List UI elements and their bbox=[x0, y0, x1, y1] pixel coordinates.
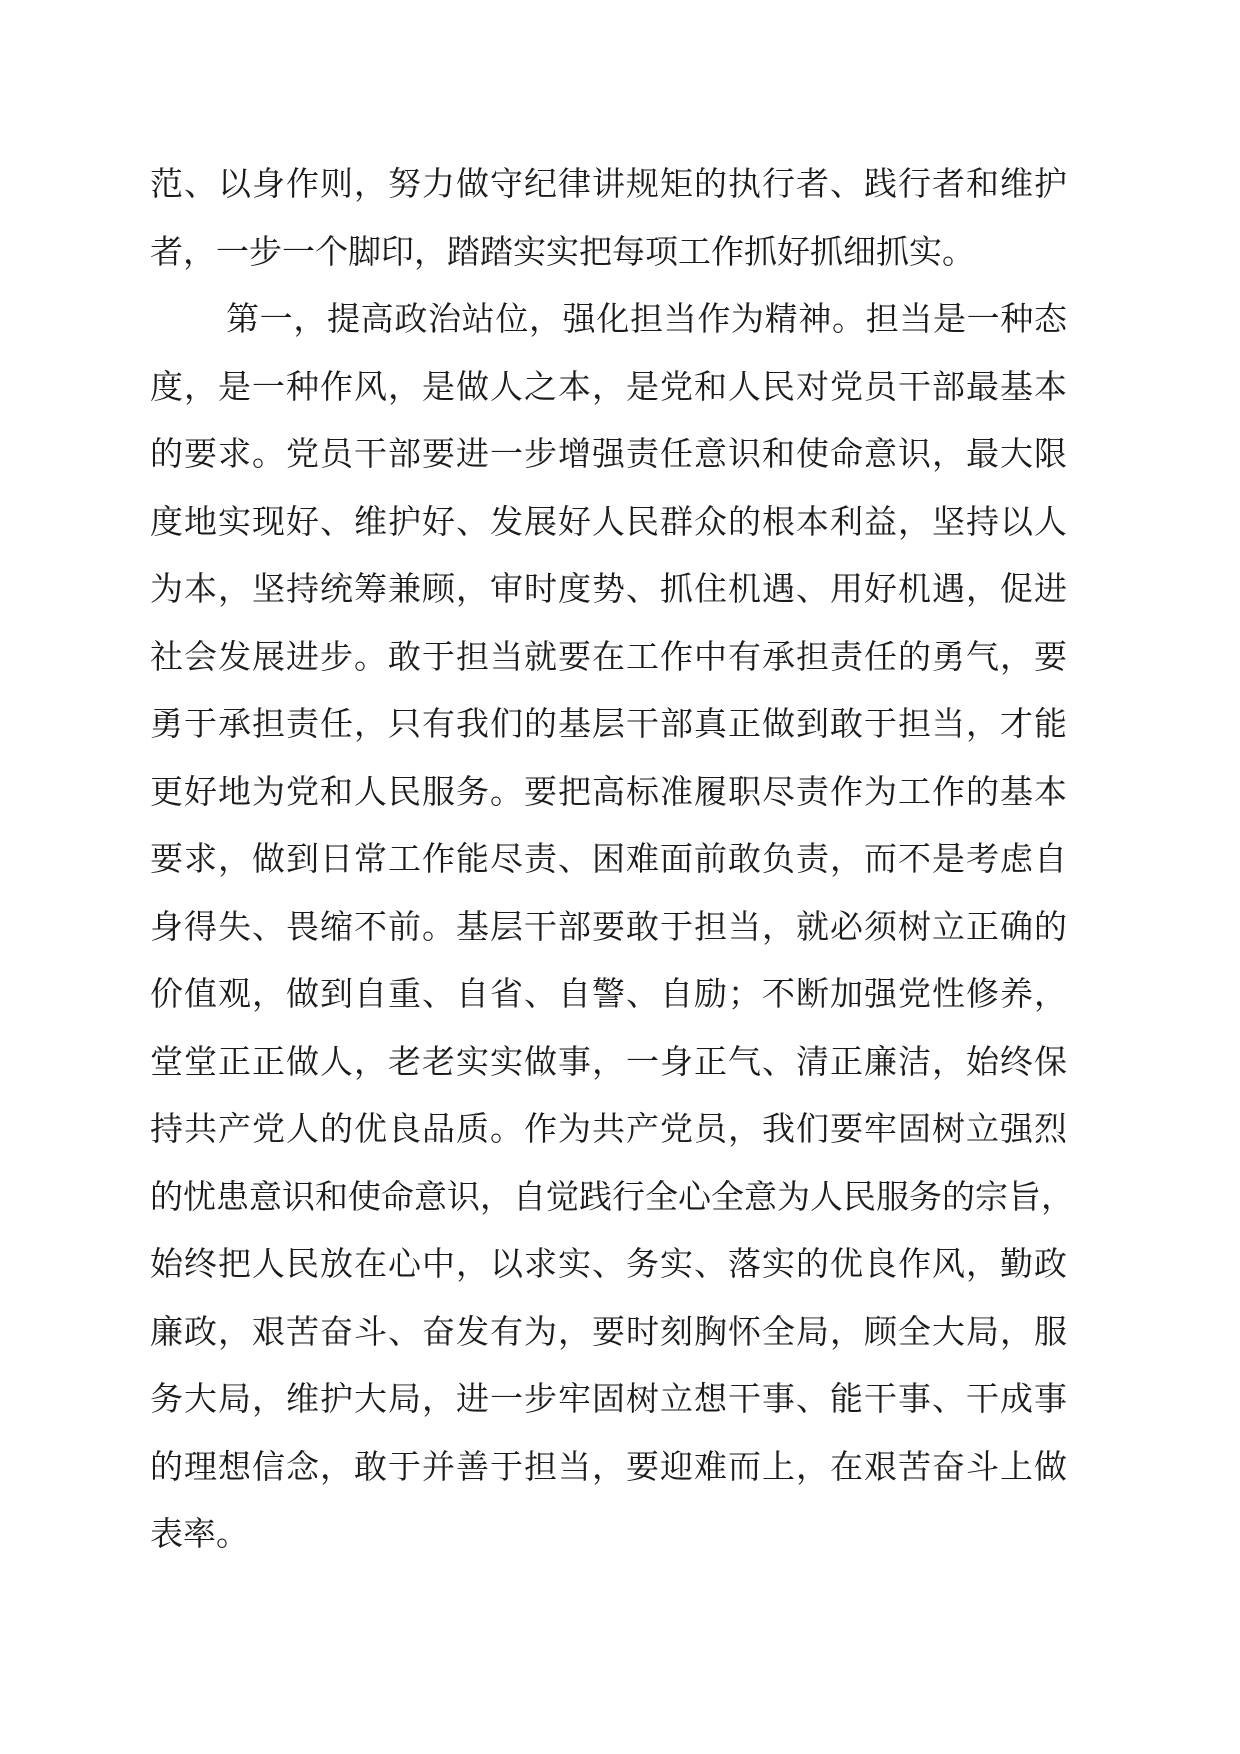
text-line: 要求，做到日常工作能尽责、困难面前敢负责，而不是考虑自 bbox=[150, 839, 1067, 878]
text-line: 始终把人民放在心中，以求实、务实、落实的优良作风，勤政 bbox=[150, 1244, 1067, 1283]
text-line: 身得失、畏缩不前。基层干部要敢于担当，就必须树立正确的 bbox=[150, 906, 1067, 946]
text-line: 第一，提高政治站位，强化担当作为精神。担当是一种态 bbox=[226, 299, 1067, 338]
text-line: 的忧患意识和使命意识，自觉践行全心全意为人民服务的宗旨， bbox=[150, 1176, 1074, 1216]
text-line: 价值观，做到自重、自省、自警、自励；不断加强党性修养， bbox=[150, 974, 1067, 1013]
text-line: 的理想信念，敢于并善于担当，要迎难而上，在艰苦奋斗上做 bbox=[150, 1446, 1067, 1486]
document-body bbox=[150, 150, 1074, 1568]
text-line: 度，是一种作风，是做人之本，是党和人民对党员干部最基本 bbox=[150, 366, 1067, 406]
text-line: 范、以身作则，努力做守纪律讲规矩的执行者、践行者和维护 bbox=[150, 164, 1067, 203]
text-line: 廉政，艰苦奋斗、奋发有为，要时刻胸怀全局，顾全大局，服 bbox=[150, 1311, 1067, 1351]
text-line: 度地实现好、维护好、发展好人民群众的根本利益，坚持以人 bbox=[150, 501, 1067, 541]
text-line: 堂堂正正做人，老老实实做事，一身正气、清正廉洁，始终保 bbox=[150, 1041, 1067, 1081]
text-line: 为本，坚持统筹兼顾，审时度势、抓住机遇、用好机遇，促进 bbox=[150, 569, 1067, 608]
text-line: 的要求。党员干部要进一步增强责任意识和使命意识，最大限 bbox=[150, 434, 1067, 473]
text-line: 社会发展进步。敢于担当就要在工作中有承担责任的勇气，要 bbox=[150, 636, 1067, 676]
text-line: 务大局，维护大局，进一步牢固树立想干事、能干事、干成事 bbox=[150, 1379, 1067, 1418]
text-line: 更好地为党和人民服务。要把高标准履职尽责作为工作的基本 bbox=[150, 771, 1067, 811]
text-line: 勇于承担责任，只有我们的基层干部真正做到敢于担当，才能 bbox=[150, 704, 1067, 743]
text-line: 者，一步一个脚印，踏踏实实把每项工作抓好抓细抓实。 bbox=[150, 231, 975, 271]
text-line: 表率。 bbox=[150, 1514, 249, 1553]
text-line: 持共产党人的优良品质。作为共产党员，我们要牢固树立强烈 bbox=[150, 1109, 1067, 1148]
